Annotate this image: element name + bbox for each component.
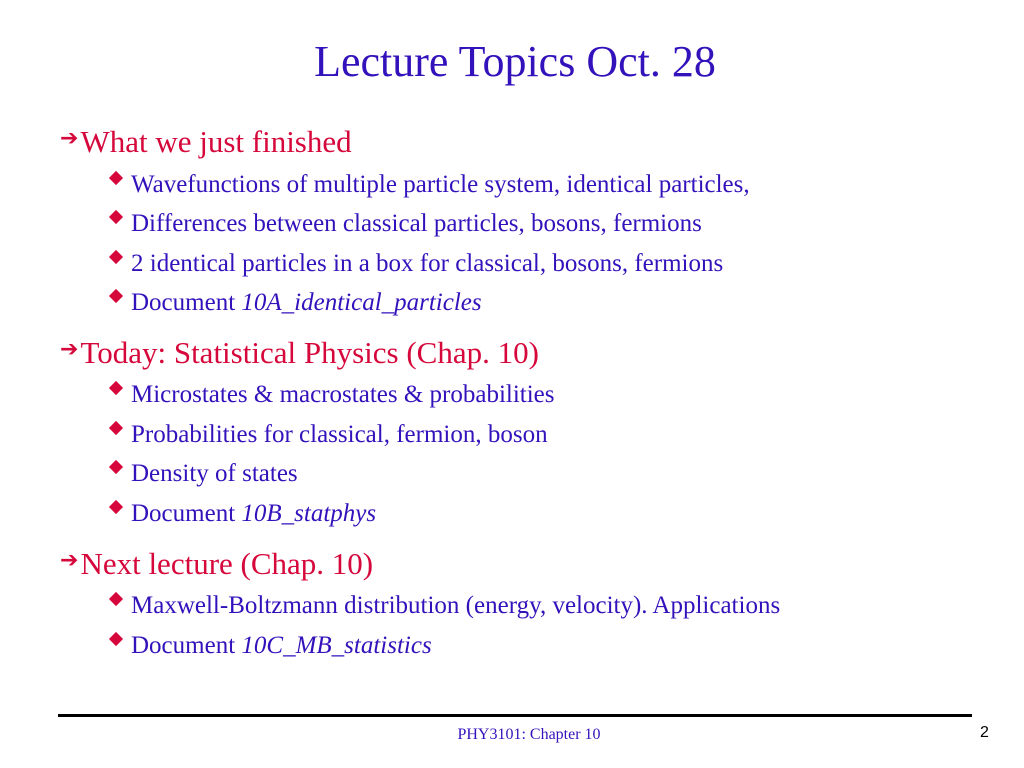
diamond-icon (109, 250, 123, 264)
bullet-item (108, 249, 723, 279)
bullet-item (108, 170, 750, 200)
bullet-item (108, 420, 548, 450)
section-heading (60, 335, 539, 375)
section-heading (60, 546, 373, 586)
bullet-item (108, 631, 432, 661)
bullet-text: Maxwell-Boltzmann distribution (energy, velocity). Applications (131, 592, 781, 619)
slide-title: Lecture Topics Oct. 28 (314, 37, 716, 86)
diamond-icon (109, 171, 123, 185)
diamond-icon (109, 592, 123, 606)
bullet-item (108, 380, 555, 410)
diamond-icon (109, 421, 123, 435)
bullet-text: 2 identical particles in a box for classical, bosons, fermions (131, 250, 724, 277)
bullet-text: Microstates & macrostates & probabilities (131, 381, 555, 408)
arrow-right-icon: ➔ (60, 126, 79, 151)
footer-divider (58, 714, 972, 717)
bullet-text: Density of states (131, 460, 298, 487)
section-heading-text: Next lecture (Chap. 10) (80, 546, 374, 581)
diamond-icon (109, 210, 123, 224)
bullet-text: Document (131, 289, 242, 316)
diamond-icon (109, 460, 123, 474)
bullet-text: Wavefunctions of multiple particle system, identical particles, (131, 171, 750, 198)
bullet-item (108, 459, 298, 489)
document-name: 10B_statphys (241, 500, 377, 527)
document-name: 10C_MB_statistics (241, 632, 432, 659)
bullet-item (108, 591, 780, 621)
bullet-item (108, 209, 702, 239)
bullet-item (108, 499, 376, 529)
section-heading (60, 124, 352, 164)
arrow-right-icon: ➔ (60, 548, 79, 573)
page-number: 2 (980, 724, 989, 741)
diamond-icon (109, 500, 123, 514)
document-name: 10A_identical_particles (241, 289, 482, 316)
arrow-right-icon: ➔ (60, 337, 79, 362)
diamond-icon (109, 632, 123, 646)
diamond-icon (109, 289, 123, 303)
bullet-item (108, 288, 482, 318)
section-heading-text: Today: Statistical Physics (Chap. 10) (80, 335, 539, 370)
bullet-text: Probabilities for classical, fermion, boson (131, 421, 548, 448)
section-heading-text: What we just finished (80, 124, 352, 159)
bullet-text: Document (131, 632, 242, 659)
diamond-icon (109, 381, 123, 395)
bullet-text: Document (131, 500, 242, 527)
footer-text: PHY3101: Chapter 10 (457, 726, 601, 743)
bullet-text: Differences between classical particles, bosons, fermions (131, 210, 702, 237)
